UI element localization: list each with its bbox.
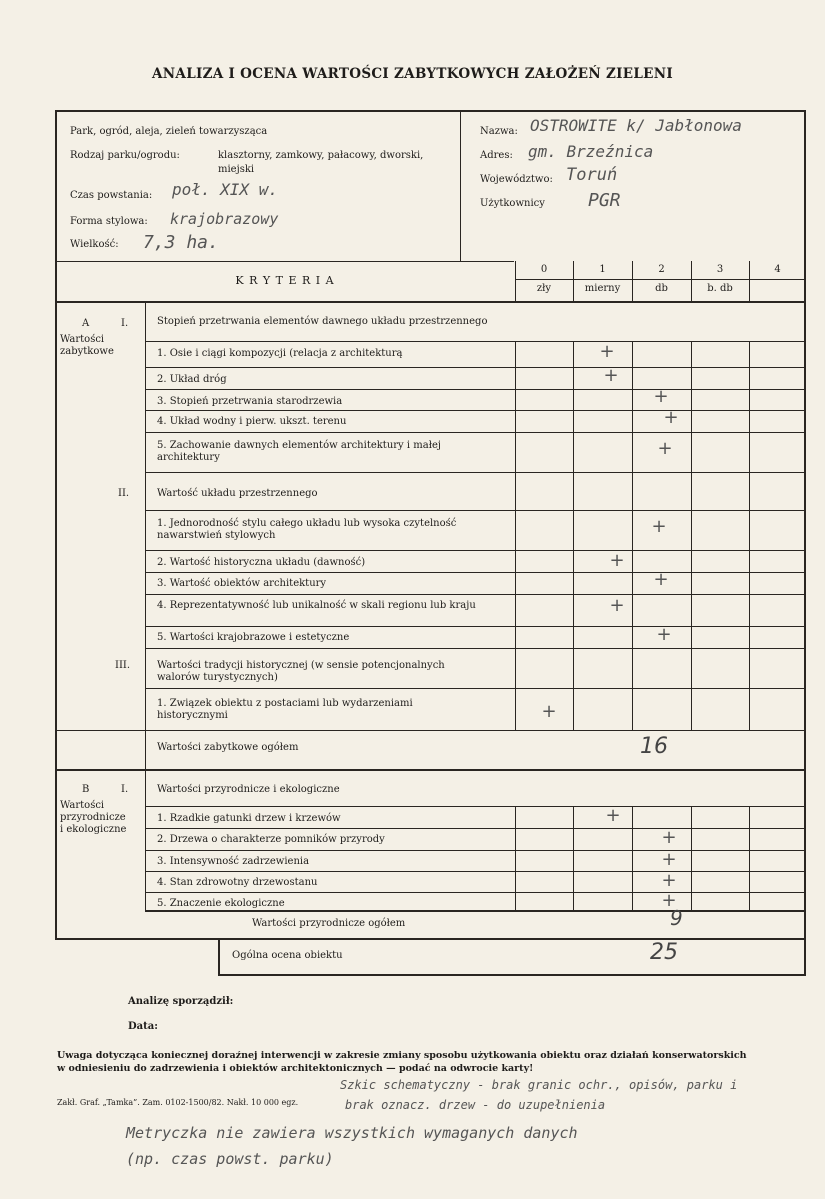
- col-line: [515, 261, 516, 301]
- score-mark: +: [651, 516, 667, 537]
- criteria-label: K R Y T E R I A: [235, 274, 335, 287]
- wielkosc-value: 7,3 ha.: [143, 232, 219, 253]
- header-split: [460, 110, 461, 261]
- score-mark: +: [661, 870, 677, 891]
- criterion-label: 3. Wartość obiektów architektury: [157, 578, 327, 589]
- row-line: [145, 389, 806, 390]
- criterion-label: 1. Jednorodność stylu całego układu lub wysoka czytelność nawarstwień stylowych: [157, 518, 457, 541]
- overall-value: 25: [650, 940, 678, 965]
- row-line: [145, 850, 806, 851]
- row-line: [145, 432, 806, 433]
- score-1: 1: [599, 264, 606, 275]
- czas-label: Czas powstania:: [70, 190, 153, 201]
- col-line: [749, 261, 750, 301]
- col-line: [573, 806, 574, 910]
- uzytkownicy-value: PGR: [588, 190, 621, 211]
- col-line: [515, 806, 516, 910]
- score-mark: +: [599, 341, 615, 362]
- score-mark: +: [609, 550, 625, 571]
- criteria-header-bottom: [55, 301, 806, 303]
- criterion-label: 1. Związek obiektu z postaciami lub wydarzeniami historycznymi: [157, 698, 413, 721]
- park-types: Park, ogród, aleja, zieleń towarzysząca: [70, 126, 268, 137]
- col-line: [632, 261, 633, 301]
- col-line: [515, 341, 516, 730]
- nazwa-value: OSTROWITE k/ Jabłonowa: [530, 116, 742, 135]
- row-line: [145, 510, 806, 511]
- wojewodztwo-label: Województwo:: [480, 174, 553, 185]
- category-separator-a: [145, 301, 146, 771]
- section-a-roman-3: III.: [115, 660, 131, 671]
- section-a-roman-1: I.: [121, 318, 129, 329]
- criterion-label: 1. Rzadkie gatunki drzew i krzewów: [157, 813, 341, 824]
- group-title: Stopień przetrwania elementów dawnego układu przestrzennego: [157, 316, 488, 327]
- group-title: Wartości przyrodnicze i ekologiczne: [157, 784, 340, 795]
- row-line: [145, 648, 806, 649]
- section-divider: [55, 769, 806, 771]
- handwritten-note: Metryczka nie zawiera wszystkich wymaganych danych: [126, 1124, 578, 1142]
- nazwa-label: Nazwa:: [480, 126, 518, 137]
- overall-label: Ogólna ocena obiektu: [232, 950, 343, 961]
- score-mark: +: [541, 701, 557, 722]
- score-mark: +: [661, 890, 677, 911]
- forma-label: Forma stylowa:: [70, 216, 148, 227]
- section-a-name: Wartości zabytkowe: [60, 334, 114, 357]
- col-line: [573, 341, 574, 730]
- grade-2: db: [655, 283, 668, 294]
- score-4: 4: [774, 264, 781, 275]
- criterion-label: 5. Wartości krajobrazowe i estetyczne: [157, 632, 350, 643]
- score-3: 3: [716, 264, 724, 275]
- row-line: [145, 910, 806, 912]
- score-mark: +: [605, 805, 621, 826]
- score-2: 2: [658, 264, 665, 275]
- row-line: [145, 341, 806, 342]
- grade-0: zły: [536, 283, 552, 294]
- col-line: [691, 261, 692, 301]
- header-divider: [55, 261, 514, 262]
- criterion-label: 5. Zachowanie dawnych elementów architektury i małej architektury: [157, 440, 441, 463]
- page-title: ANALIZA I OCENA WARTOŚCI ZABYTKOWYCH ZAŁOŻEŃ ZIELENI: [152, 66, 673, 82]
- score-mark: +: [653, 569, 669, 590]
- score-mark: +: [663, 407, 679, 428]
- adres-label: Adres:: [480, 150, 513, 161]
- rodzaj-options: klasztorny, zamkowy, pałacowy, dworski,: [218, 150, 424, 161]
- row-line: [55, 730, 806, 731]
- criterion-label: 5. Znaczenie ekologiczne: [157, 898, 285, 909]
- row-line: [145, 892, 806, 893]
- row-line: [145, 688, 806, 689]
- header-mid-line: [515, 279, 806, 280]
- grade-1: mierny: [584, 283, 621, 294]
- wojewodztwo-value: Toruń: [566, 165, 618, 185]
- score-mark: +: [653, 386, 669, 407]
- col-line: [691, 341, 692, 730]
- rodzaj-options-2: miejski: [218, 164, 255, 175]
- criterion-label: 2. Drzewa o charakterze pomników przyrody: [157, 834, 385, 845]
- row-line: [145, 871, 806, 872]
- row-line: [145, 550, 806, 551]
- row-line: [145, 626, 806, 627]
- printer-info: Zakł. Graf. „Tamka”. Zam. 0102-1500/82. Nakł. 10 000 egz.: [57, 1098, 299, 1107]
- intervention-note-2: w odniesieniu do zadrzewienia i obiektów architektonicznych — podać na odwrocie karty!: [57, 1063, 534, 1074]
- criterion-label: 4. Układ wodny i pierw. ukszt. terenu: [157, 416, 347, 427]
- uzytkownicy-label: Użytkownicy: [480, 198, 545, 209]
- section-a-roman-2: II.: [118, 488, 130, 499]
- score-0: 0: [540, 264, 548, 275]
- criterion-label: 4. Reprezentatywność lub unikalność w skali regionu lub kraju: [157, 600, 476, 611]
- section-b-total-value: 9: [670, 906, 683, 930]
- row-line: [145, 828, 806, 829]
- adres-value: gm. Brzeźnica: [528, 142, 654, 161]
- section-b-roman: I.: [121, 784, 129, 795]
- category-separator-b: [145, 771, 146, 910]
- col-line: [749, 806, 750, 910]
- row-line: [145, 572, 806, 573]
- score-mark: +: [609, 595, 625, 616]
- group-title: Wartości tradycji historycznej (w sensie potencjonalnych walorów turystycznych): [157, 660, 445, 683]
- section-a-total-value: 16: [640, 734, 668, 759]
- criterion-label: 1. Osie i ciągi kompozycji (relacja z architekturą: [157, 348, 403, 359]
- score-mark: +: [657, 438, 673, 459]
- rodzaj-label: Rodzaj parku/ogrodu:: [70, 150, 180, 161]
- criterion-label: 3. Stopień przetrwania starodrzewia: [157, 396, 343, 407]
- score-mark: +: [661, 849, 677, 870]
- section-b-name: Wartości przyrodnicze i ekologiczne: [60, 800, 127, 835]
- col-line: [573, 261, 574, 301]
- section-a-letter: A: [82, 318, 90, 329]
- row-line: [145, 472, 806, 473]
- intervention-note: Uwaga dotycząca koniecznej doraźnej interwencji w zakresie zmiany sposobu użytkowania obiektu oraz działań konserwatorskich: [57, 1050, 747, 1061]
- criterion-label: 3. Intensywność zadrzewienia: [157, 856, 310, 867]
- criterion-label: 2. Układ dróg: [157, 374, 227, 385]
- row-line: [145, 367, 806, 368]
- row-line: [145, 594, 806, 595]
- group-title: Wartość układu przestrzennego: [157, 488, 318, 499]
- czas-value: poł. XIX w.: [172, 180, 278, 199]
- col-line: [749, 341, 750, 730]
- handwritten-note: brak oznacz. drzew - do uzupełnienia: [345, 1098, 606, 1112]
- date-label: Data:: [128, 1021, 158, 1032]
- row-line: [145, 410, 806, 411]
- handwritten-note: Szkic schematyczny - brak granic ochr., opisów, parku i: [340, 1078, 738, 1092]
- prepared-by-label: Analizę sporządził:: [128, 996, 234, 1007]
- forma-value: krajobrazowy: [170, 210, 279, 228]
- score-mark: +: [656, 624, 672, 645]
- handwritten-note: (np. czas powst. parku): [126, 1150, 334, 1168]
- wielkosc-label: Wielkość:: [70, 239, 119, 250]
- score-mark: +: [661, 827, 677, 848]
- row-line: [145, 806, 806, 807]
- criterion-label: 4. Stan zdrowotny drzewostanu: [157, 877, 318, 888]
- grade-3: b. db: [707, 283, 733, 294]
- section-b-letter: B: [82, 784, 90, 795]
- section-b-total-label: Wartości przyrodnicze ogółem: [252, 918, 406, 929]
- criterion-label: 2. Wartość historyczna układu (dawność): [157, 557, 366, 568]
- score-mark: +: [603, 365, 619, 386]
- section-a-total-label: Wartości zabytkowe ogółem: [157, 742, 299, 753]
